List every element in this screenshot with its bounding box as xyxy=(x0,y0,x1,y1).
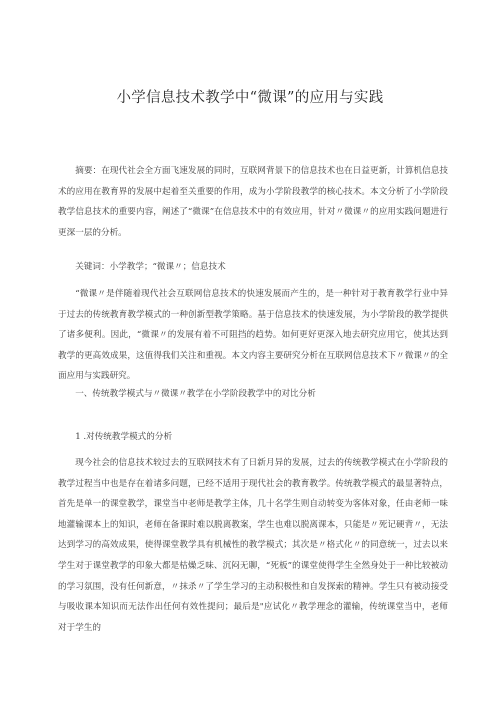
section-heading: 一、传统教学模式与〃微课〃教学在小学阶段教学中的对比分析 xyxy=(75,389,316,399)
intro-paragraph: “微课〃是伴随着现代社会互联网信息技术的快速发展而产生的，是一种针对于教育教学行业中异于过去的传统教育教学模式的一种创新型教学策略。基于信息技术的快速发展，为小学阶段的教学提供了诸多便利。因此，“微课〃的发展有着不可阻挡的趋势。如何更好更深入地去研究应用它，使其达到教学的更高效成果，这值得我们关注和重视。本文内容主要研究分析在互联网信息技术下〃微课〃的全面应用与实践研究。 xyxy=(58,289,448,382)
abstract-paragraph: 摘要：在现代社会全方面飞速发展的同时，互联网背景下的信息技术也在日益更新，计算机信息技术的应用在教育界的发展中起着至关重要的作用，成为小学阶段教学的核心技术。本文分析了小学阶段教学信息技术的重要内容，阐述了“微课”在信息技术中的有效应用，针对〃微课〃的应用实践问题进行更深一层的分析。 xyxy=(58,166,448,238)
keywords-line: 关键词：小学教学；“微课〃；信息技术 xyxy=(75,262,226,272)
paper-title: 小学信息技术教学中“微课”的应用与实践 xyxy=(116,90,384,106)
subsection-heading: 1 .对传统教学模式的分析 xyxy=(75,432,173,442)
body-paragraph: 现今社会的信息技术较过去的互联网技术有了日新月异的发展，过去的传统教学模式在小学阶段的教学过程当中也是存在着诸多问题，已经不适用于现代社会的教育教学。传统教学模式的最显著特点，首先是单一的课堂教学，课堂当中老师是教学主体，几十名学生则自动转变为客体对象，任由老师一味地灌输课本上的知识，老师在备课时难以脱离教案，学生也难以脱离课本，只能是〃死记硬背〃，无法达到学习的高效成果，使得课堂教学具有机械性的教学模式；其次是〃格式化〃的同意统一，过去以来学生对于课堂教学的印象大都是枯燥乏味、沉闷无聊，“死板”的课堂使得学生全然身处于一种比较被动的学习氛围，没有任何新意，〃抹杀〃了学生学习的主动积极性和自发探索的精神。学生只有被动接受与吸收课本知识而无法作出任何有效性提问；最后是"应试化〃教学理念的灌输，传统课堂当中，老师对于学生的 xyxy=(58,458,448,633)
